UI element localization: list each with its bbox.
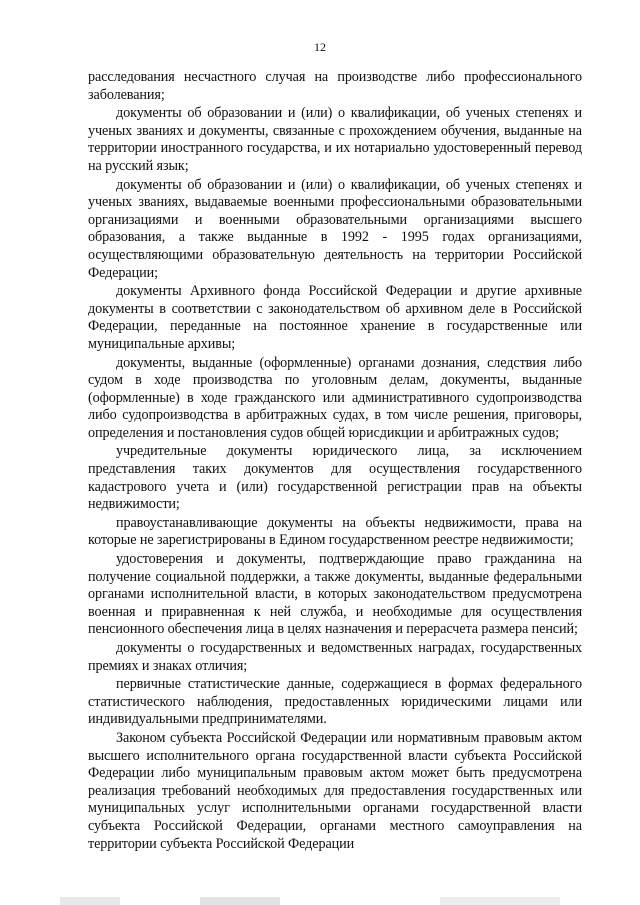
paragraph-social-support-documents: удостоверения и документы, подтверждающие право гражданина на получение социальной поддержки, а также документы, выданные федеральными органами исполнительной власти, в которых законодательством предусмотрена военная и приравненная к ней служба, и необходимые для осуществления пенсионного обеспечения лица в целях назначения и перерасчета размера пенсий;	[88, 551, 582, 638]
paragraph-regional-law: Законом субъекта Российской Федерации или нормативным правовым актом высшего исполнительного органа государственной власти субъекта Российской Федерации либо муниципальным правовым актом может быть предусмотрена реализация требований необходимых для предоставления государственных или муниципальных услуг исполнительными органами государственной власти субъекта Российской Федерации, органами местного самоуправления на территории субъекта Российской Федерации	[88, 729, 582, 852]
paragraph-property-title-documents: правоустанавливающие документы на объекты недвижимости, права на которые не зарегистрированы в Едином государственном реестре недвижимости;	[88, 514, 582, 549]
page-number: 12	[314, 40, 326, 54]
paragraph-archive-documents: документы Архивного фонда Российской Федерации и другие архивные документы в соответствии с законодательством об архивном деле в Российской Федерации, переданные на постоянное хранение в государственные или муниципальные архивы;	[88, 283, 582, 352]
paragraph-military-education-documents: документы об образовании и (или) о квалификации, об ученых степенях и ученых званиях, выдаваемые военными профессиональными образовательными организациями и военными образовательными организациями высшего образования, а также выданные в 1992 - 1995 годах организациями, осуществляющими образовательную деятельность на территории Российской Федерации;	[88, 176, 582, 281]
paragraph-continuation: расследования несчастного случая на производстве либо профессионального заболевания;	[88, 69, 582, 103]
paragraph-founding-documents: учредительные документы юридического лица, за исключением представления таких документов для осуществления государственного кадастрового учета и (или) государственной регистрации прав на объекты недвижимости;	[88, 443, 582, 513]
document-body	[88, 69, 582, 854]
paragraph-statistical-data: первичные статистические данные, содержащиеся в формах федерального статистического наблюдения, предоставленных юридическими лицами или индивидуальными предпринимателями.	[88, 676, 582, 728]
scan-bottom-edge	[0, 897, 640, 905]
paragraph-court-documents: документы, выданные (оформленные) органами дознания, следствия либо судом в ходе производства по уголовным делам, документы, выданные (оформленные) в ходе гражданского или административного судопроизводства либо судопроизводства в арбитражных судах, в том числе решения, приговоры, определения и постановления судов общей юрисдикции и арбитражных судов;	[88, 354, 582, 441]
paragraph-foreign-education-documents: документы об образовании и (или) о квалификации, об ученых степенях и ученых званиях и документы, связанные с прохождением обучения, выданные на территории иностранного государства, и их нотариально удостоверенный перевод на русский язык;	[88, 105, 582, 174]
paragraph-awards-documents: документы о государственных и ведомственных наградах, государственных премиях и знаках отличия;	[88, 640, 582, 674]
